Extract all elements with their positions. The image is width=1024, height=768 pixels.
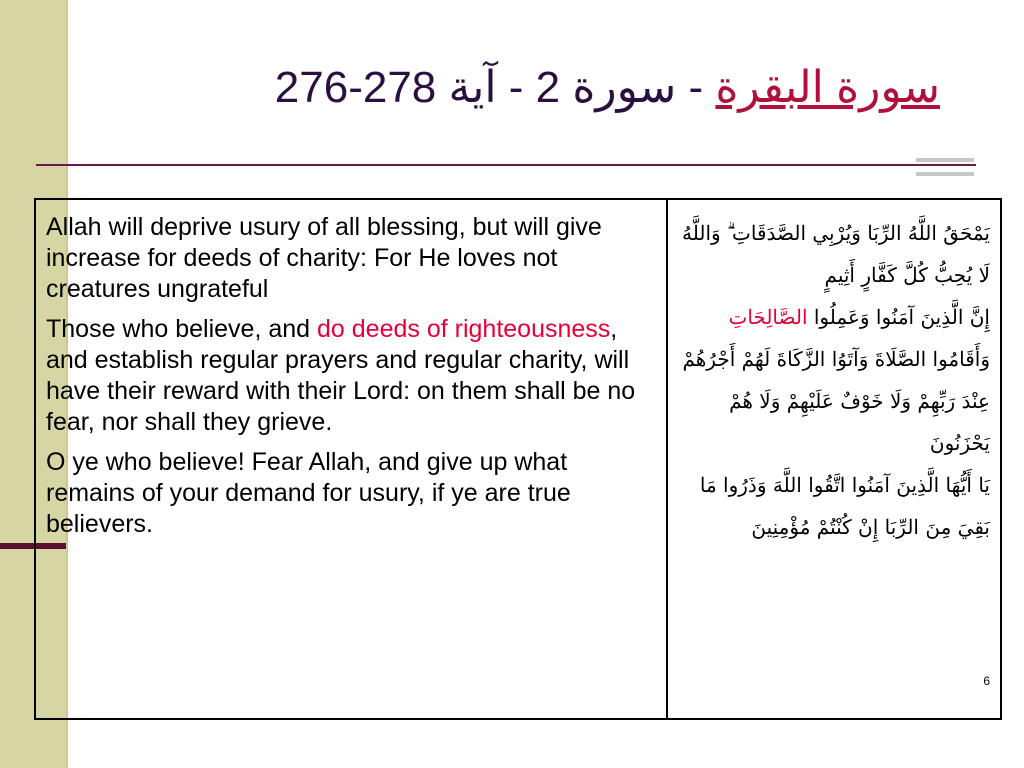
english-highlight: do deeds of righteousness [317,315,611,343]
slide-number: 6 [983,674,990,688]
english-verse-277-end: , and establish regular prayers and regular charity, will have their reward with their Lord: on them shall be no fear, nor shall they grieve. [46,315,636,436]
english-verse-276: Allah will deprive usury of all blessing, but will give increase for deeds of charity: For He loves not creatures ungrateful [46,213,602,303]
verse-range: 276-278 [274,63,437,112]
arabic-verse-277-start: إِنَّ الَّذِينَ آمَنُوا وَعَمِلُوا [807,305,990,329]
verse-table [34,198,1002,720]
divider-shadow-top [916,158,974,162]
title-divider [36,164,976,166]
title-rest: - سورة 2 - آية [436,63,716,112]
english-verse-278: O ye who believe! Fear Allah, and give up what remains of your demand for usury, if ye are true believers. [46,448,571,538]
english-verse-277 [46,314,656,438]
slide-title [120,62,940,113]
arabic-highlight: الصَّالِحَاتِ [728,305,808,329]
arabic-verse-277 [678,296,990,464]
divider-shadow-bottom [916,172,974,176]
arabic-text-cell [668,200,1000,718]
surah-link[interactable]: سورة البقرة [715,63,940,112]
english-translation-cell [36,200,668,718]
english-verse-277-start: Those who believe, and [46,315,318,343]
arabic-verse-278: يَا أَيُّهَا الَّذِينَ آمَنُوا اتَّقُوا اللَّهَ وَذَرُوا مَا بَقِيَ مِنَ الرِّبَا إِنْ كُنْتُمْ مُؤْمِنِينَ [699,473,990,539]
arabic-verse-276: يَمْحَقُ اللَّهُ الرِّبَا وَيُرْبِي الصَّدَقَاتِ ۗ وَاللَّهُ لَا يُحِبُّ كُلَّ كَفَّارٍ أَثِيمٍ [682,221,990,287]
arabic-verse-277-end: وَأَقَامُوا الصَّلَاةَ وَآتَوُا الزَّكَاةَ لَهُمْ أَجْرُهُمْ عِنْدَ رَبِّهِمْ وَلَا خَوْفٌ عَلَيْهِمْ وَلَا هُمْ يَحْزَنُونَ [682,347,990,455]
